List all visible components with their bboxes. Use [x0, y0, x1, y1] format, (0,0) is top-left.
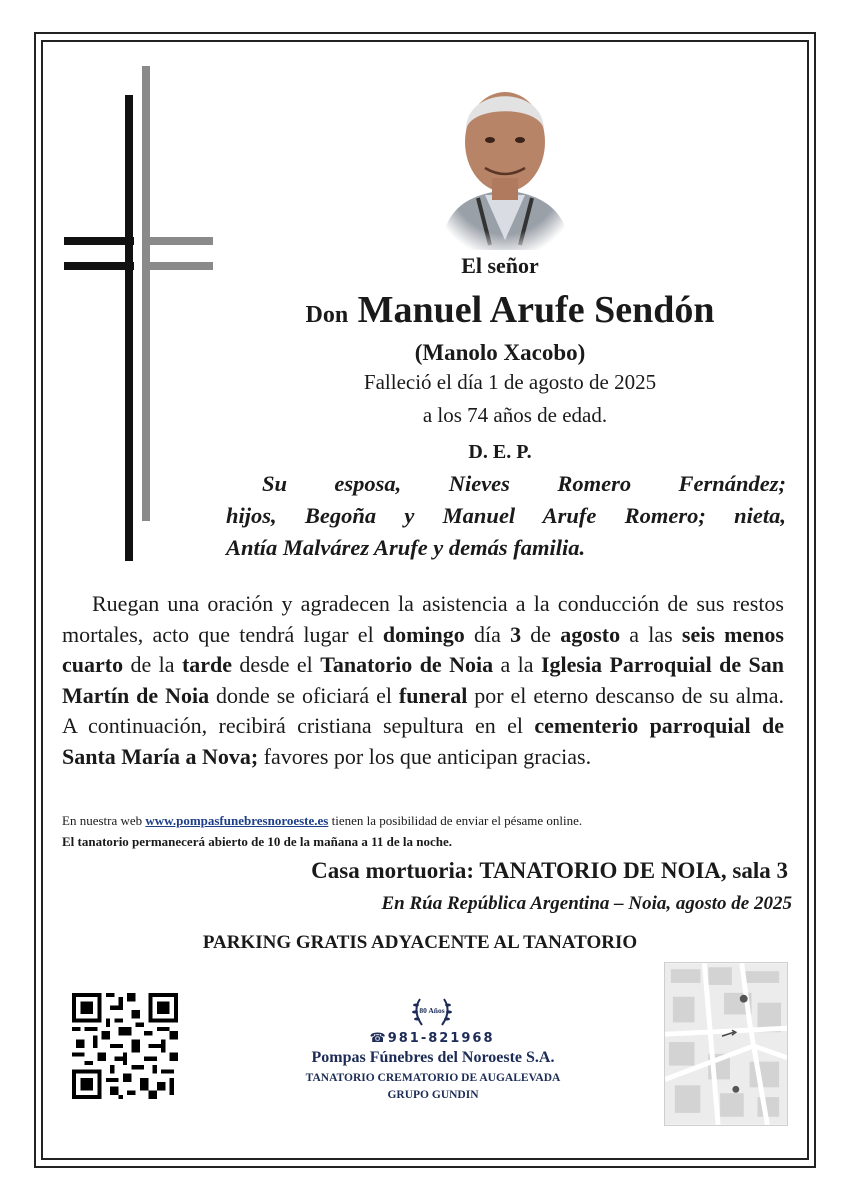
- dep: D. E. P.: [468, 441, 532, 463]
- hours-note: El tanatorio permanecerá abierto de 10 de la mañana a 11 de la noche.: [62, 834, 452, 849]
- location-map[interactable]: [664, 962, 788, 1126]
- honorific: El señor: [461, 253, 539, 278]
- name-prefix: Don: [305, 302, 349, 328]
- age: a los 74 años de edad.: [422, 403, 608, 427]
- nickname: (Manolo Xacobo): [414, 340, 586, 365]
- qr-code-icon[interactable]: [72, 993, 178, 1099]
- cross-black-arm-upper: [64, 237, 134, 245]
- family-line: hijos, Begoña y Manuel Arufe Romero; nieta,: [226, 503, 786, 528]
- cross-black-arm-lower: [64, 262, 134, 270]
- family-list: [226, 468, 786, 564]
- death-date: Falleció el día 1 de agosto de 2025: [363, 370, 657, 394]
- logo-text: 80 Años: [419, 1006, 445, 1015]
- place-date: En Rúa República Argentina – Noia, agosto de 2025: [381, 893, 792, 914]
- cross-black-vertical: [125, 95, 133, 561]
- casa-mortuoria: Casa mortuoria: TANATORIO DE NOIA, sala 3: [311, 858, 788, 883]
- name-main: Manuel Arufe Sendón: [357, 289, 715, 331]
- parking-note: PARKING GRATIS ADYACENTE AL TANATORIO: [202, 932, 638, 953]
- website-link[interactable]: www.pompasfunebresnoroeste.es: [145, 813, 329, 828]
- map-pin-icon: [740, 995, 748, 1003]
- crematorio-name: TANATORIO CREMATORIO DE AUGALEVADA: [305, 1072, 561, 1084]
- cross-grey-arm-lower: [142, 262, 213, 270]
- group-name: GRUPO GUNDIN: [387, 1089, 479, 1101]
- cross-grey-vertical: [142, 66, 150, 521]
- family-line: Antía Malvárez Arufe y demás familia.: [226, 535, 586, 560]
- company-name: Pompas Fúnebres del Noroeste S.A.: [311, 1049, 555, 1066]
- phone-icon: ☎: [369, 1031, 388, 1046]
- web-note: En nuestra web www.pompasfunebresnoroeste.es tienen la posibilidad de enviar el pésame online.: [62, 813, 583, 828]
- ceremony-text: Ruegan una oración y agradecen la asistencia a la conducción de sus restos mortales, acto que tendrá lugar el domingo día 3 de agosto a las seis menos cuarto de la tarde desde el Tanatorio de Noia a la Iglesia Parroquial de San Martín de Noia donde se oficiará el funeral por el eterno descanso de su alma. A continuación, recibirá cristiana sepultura en el cementerio parroquial de Santa María a Nova; favores por los que anticipan gracias.: [62, 591, 785, 769]
- family-line: Su esposa, Nieves Romero Fernández;: [262, 471, 786, 496]
- deceased-name: [200, 288, 820, 332]
- laurel-logo-icon: [410, 993, 454, 1029]
- map-pin-icon: [732, 1086, 739, 1093]
- portrait-photo: [430, 70, 580, 250]
- phone-number[interactable]: ☎981-821968: [369, 1031, 495, 1046]
- cross-grey-arm-upper: [142, 237, 213, 245]
